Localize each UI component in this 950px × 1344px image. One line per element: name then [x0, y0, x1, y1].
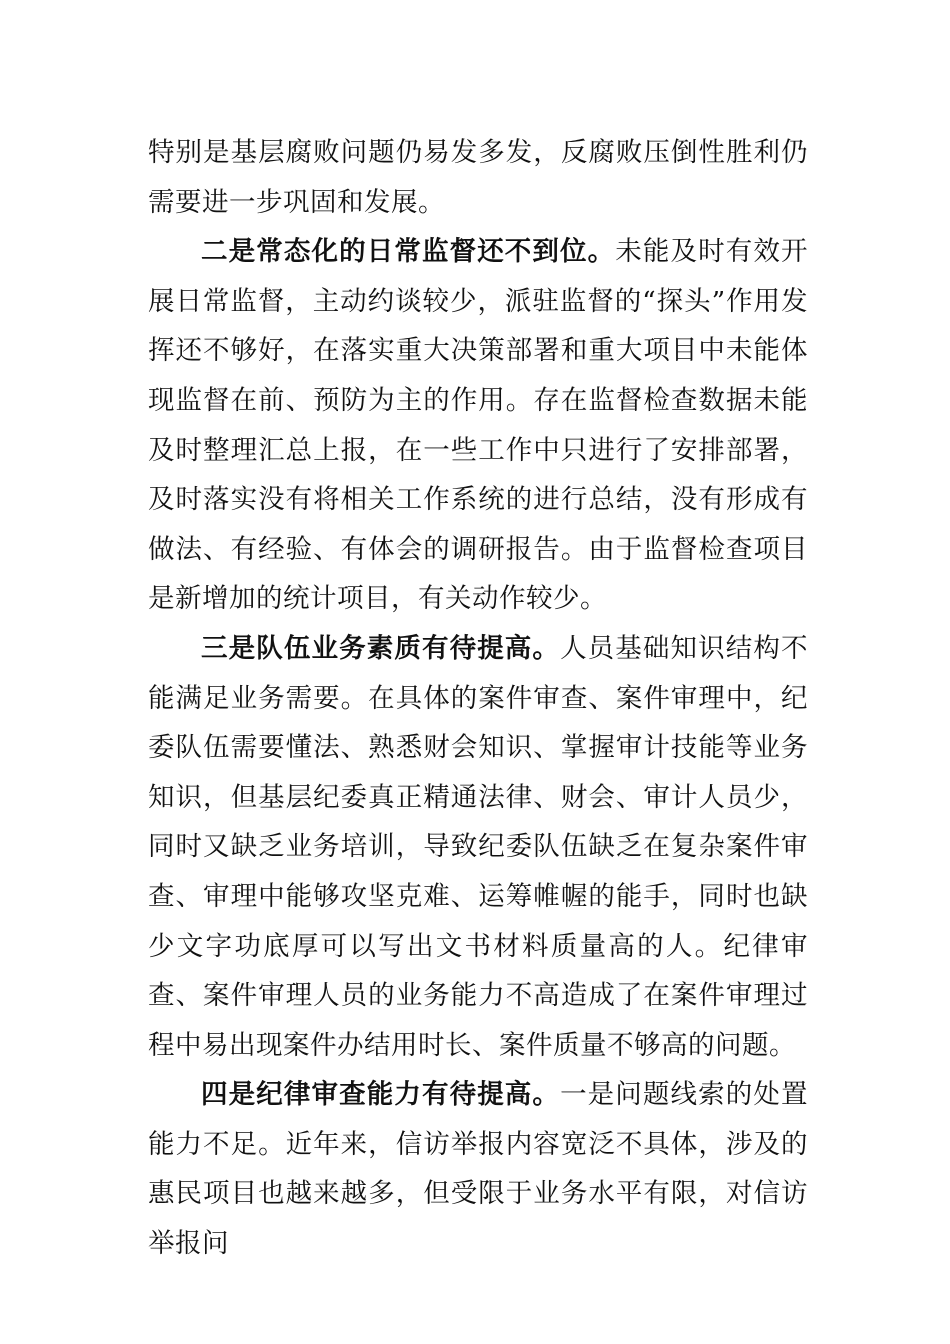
paragraph-team-quality — [148, 624, 808, 1070]
paragraph-heading: 三是队伍业务素质有待提高。 — [201, 632, 561, 664]
paragraph-text: 一是问题线索的处置能力不足。近年来，信访举报内容宽泛不具体，涉及的惠民项目也越来越多，但受限于业务水平有限，对信访举报问 — [148, 1079, 809, 1260]
paragraph-heading: 二是常态化的日常监督还不到位。 — [201, 236, 616, 268]
paragraph-text: 人员基础知识结构不能满足业务需要。在具体的案件审查、案件审理中，纪委队伍需要懂法、熟悉财会知识、掌握审计技能等业务知识，但基层纪委真正精通法律、财会、审计人员少，同时又缺乏业务培训，导致纪委队伍缺乏在复杂案件审查、审理中能够攻坚克难、运筹帷幄的能手，同时也缺少文字功底厚可以写出文书材料质量高的人。纪律审查、案件审理人员的业务能力不高造成了在案件审理过程中易出现案件办结用时长、案件质量不够高的问题。 — [148, 632, 809, 1061]
paragraph-heading: 四是纪律审查能力有待提高。 — [201, 1079, 561, 1111]
paragraph-daily-supervision — [148, 227, 808, 624]
paragraph-continuation — [148, 128, 808, 227]
document-body — [148, 128, 808, 1269]
paragraph-discipline-review — [148, 1070, 808, 1268]
paragraph-text: 特别是基层腐败问题仍易发多发，反腐败压倒性胜利仍需要进一步巩固和发展。 — [148, 137, 808, 218]
paragraph-text: 未能及时有效开展日常监督，主动约谈较少，派驻监督的“探头”作用发挥还不够好，在落实重大决策部署和重大项目中未能体现监督在前、预防为主的作用。存在监督检查数据未能及时整理汇总上报，在一些工作中只进行了安排部署，及时落实没有将相关工作系统的进行总结，没有形成有做法、有经验、有体会的调研报告。由于监督检查项目是新增加的统计项目，有关动作较少。 — [148, 236, 809, 615]
